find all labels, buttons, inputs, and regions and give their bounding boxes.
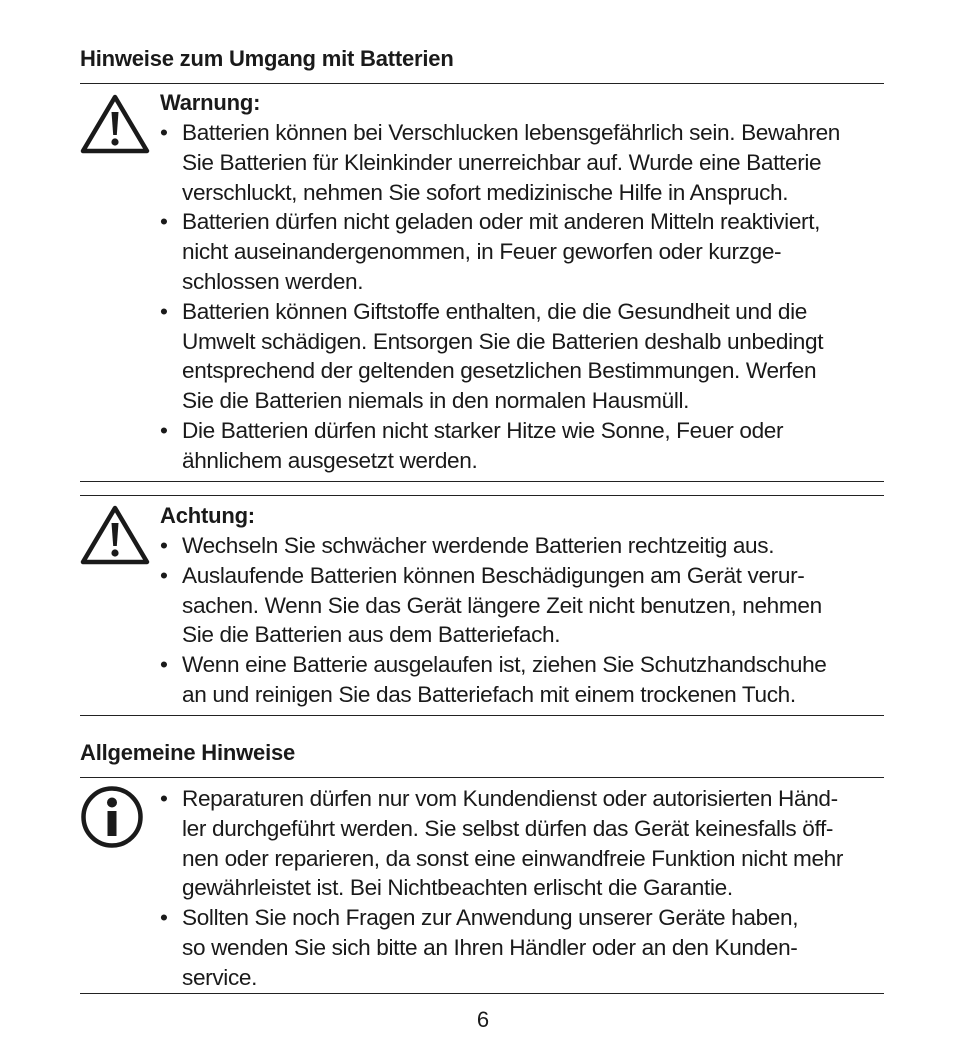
warning-block: [160, 88, 890, 476]
divider: [80, 993, 884, 994]
caution-list: [160, 531, 890, 710]
section-title-battery-handling: Hinweise zum Umgang mit Batterien: [80, 46, 454, 71]
page-number: 6: [476, 1007, 490, 1032]
divider: [80, 481, 884, 482]
list-item: • Sollten Sie noch Fragen zur Anwendung unserer Geräte haben, so wenden Sie sich bitte an Ihren Händler oder an den Kunden- service.: [160, 903, 890, 992]
list-item: • Batterien dürfen nicht geladen oder mit anderen Mitteln reaktiviert, nicht auseinandergenommen, in Feuer geworfen oder kurzge- schlossen werden.: [160, 207, 890, 296]
warning-triangle-icon: [80, 505, 150, 570]
list-item: • Batterien können bei Verschlucken lebensgefährlich sein. Bewahren Sie Batterien für Kleinkinder unerreichbar auf. Wurde eine Batterie verschluckt, nehmen Sie sofort medizinische Hilfe in Anspruch.: [160, 118, 890, 207]
info-circle-icon: [80, 785, 144, 854]
list-item: • Reparaturen dürfen nur vom Kundendienst oder autorisierten Händ- ler durchgeführt werden. Sie selbst dürfen das Gerät keinesfalls öff- nen oder reparieren, da sonst eine einwandfreie Funktion nicht mehr gewährleistet ist. Bei Nichtbeachten erlischt die Garantie.: [160, 784, 890, 903]
caution-block: [160, 501, 890, 710]
list-item: • Wechseln Sie schwächer werdende Batterien rechtzeitig aus.: [160, 531, 890, 561]
info-list: [160, 784, 890, 993]
divider: [80, 83, 884, 84]
divider: [80, 777, 884, 778]
divider: [80, 495, 884, 496]
warning-list: [160, 118, 890, 476]
divider: [80, 715, 884, 716]
warning-triangle-icon: [80, 94, 150, 159]
section-title-general-notes: Allgemeine Hinweise: [80, 740, 296, 765]
list-item: • Die Batterien dürfen nicht starker Hitze wie Sonne, Feuer oder ähnlichem ausgesetzt werden.: [160, 416, 890, 476]
info-block: [160, 784, 890, 993]
warning-label: Warnung:: [160, 90, 261, 115]
list-item: • Wenn eine Batterie ausgelaufen ist, ziehen Sie Schutzhandschuhe an und reinigen Sie das Batteriefach mit einem trockenen Tuch.: [160, 650, 890, 710]
caution-label: Achtung:: [160, 503, 255, 528]
list-item: • Auslaufende Batterien können Beschädigungen am Gerät verur- sachen. Wenn Sie das Gerät längere Zeit nicht benutzen, nehmen Sie die Batterien aus dem Batteriefach.: [160, 561, 890, 650]
list-item: • Batterien können Giftstoffe enthalten, die die Gesundheit und die Umwelt schädigen. Entsorgen Sie die Batterien deshalb unbedingt entsprechend der geltenden gesetzlichen Bestimmungen. Werfen Sie die Batterien niemals in den normalen Hausmüll.: [160, 297, 890, 416]
